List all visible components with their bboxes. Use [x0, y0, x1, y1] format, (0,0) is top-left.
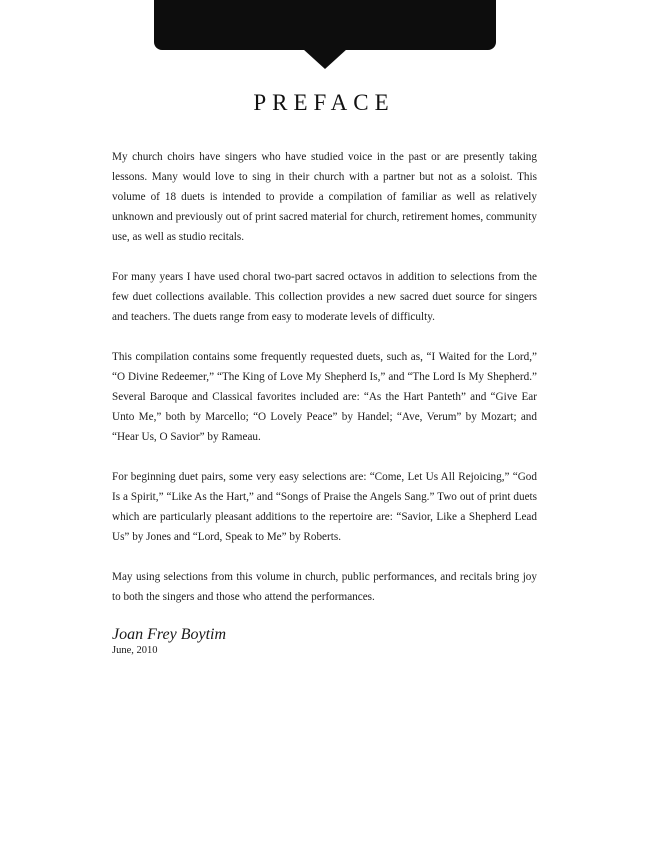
page-title: PREFACE	[253, 90, 395, 115]
paragraph-intro: My church choirs have singers who have studied voice in the past or are presently taking lessons. Many would love to sing in their church with a partner but not as a soloist. This volume of 18 duets is intended to provide a compilation of familiar as well as relatively unknown and previously out of print sacred material for church, retirement homes, community use, as well as studio recitals.	[112, 151, 537, 243]
paragraph-requested-duets: This compilation contains some frequently requested duets, such as, “I Waited for the Lord,” “O Divine Redeemer,” “The King of Love My Shepherd Is,” and “The Lord Is My Shepherd.” Several Baroque and Classical favorites included are: “As the Hart Panteth” and “Give Ear Unto Me,” both by Marcello; “O Lovely Peace” by Handel; “Ave, Verum” by Mozart; and “Hear Us, O Savior” by Rameau.	[112, 351, 537, 443]
paragraph-closing: May using selections from this volume in church, public performances, and recitals bring joy to both the singers and those who attend the performances.	[112, 571, 537, 603]
paragraph-beginning-duets: For beginning duet pairs, some very easy selections are: “Come, Let Us All Rejoicing,” “God Is a Spirit,” “Like As the Hart,” and “Songs of Praise the Angels Sang.” Two out of print duets which are particularly pleasant additions to the repertoire are: “Savior, Like a Shepherd Lead Us” by Jones and “Lord, Speak to Me” by Roberts.	[112, 471, 537, 543]
preface-body	[112, 147, 537, 627]
banner-pointer-decoration	[303, 49, 347, 69]
paragraph-background: For many years I have used choral two-part sacred octavos in addition to selections from the few duet collections available. This collection provides a new sacred duet source for singers and teachers. The duets range from easy to moderate levels of difficulty.	[112, 271, 537, 323]
header-banner	[154, 0, 496, 50]
signature-name: Joan Frey Boytim	[112, 626, 227, 643]
signature-date: June, 2010	[112, 645, 158, 656]
signature-block	[112, 625, 226, 657]
